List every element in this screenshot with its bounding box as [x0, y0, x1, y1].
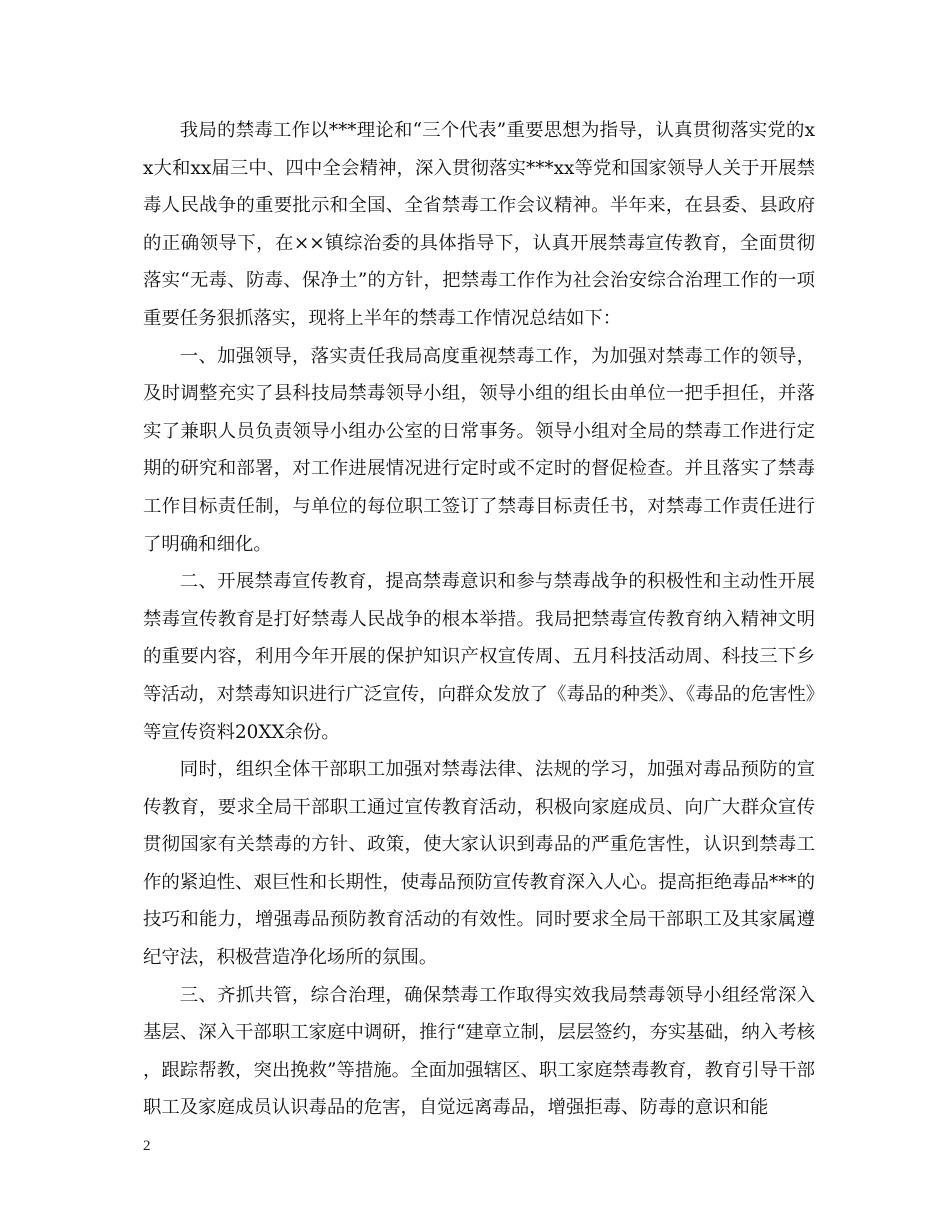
- paragraph-training: 同时，组织全体干部职工加强对禁毒法律、法规的学习，加强对毒品预防的宣传教育，要求全局干部职工通过宣传教育活动，积极向家庭成员、向广大群众宣传贯彻国家有关禁毒的方针、政策，使大家认识到毒品的严重危害性，认识到禁毒工作的紧迫性、艰巨性和长期性，使毒品预防宣传教育深入人心。提高拒绝毒品***的技巧和能力，增强毒品预防教育活动的有效性。同时要求全局干部职工及其家属遵纪守法，积极营造净化场所的氛围。: [143, 759, 815, 969]
- paragraph-governance: 三、齐抓共管，综合治理，确保禁毒工作取得实效我局禁毒领导小组经常深入基层、深入干部职工家庭中调研，推行“建章立制，层层签约，夯实基础，纳入考核，跟踪帮教，突出挽救”等措施。全面加强辖区、职工家庭禁毒教育，教育引导干部职工及家庭成员认识毒品的危害，自觉远离毒品，增强拒毒、防毒的意识和能: [143, 984, 815, 1119]
- paragraph-education: 二、开展禁毒宣传教育，提高禁毒意识和参与禁毒战争的积极性和主动性开展禁毒宣传教育是打好禁毒人民战争的根本举措。我局把禁毒宣传教育纳入精神文明的重要内容，利用今年开展的保护知识产权宣传周、五月科技活动周、科技三下乡等活动，对禁毒知识进行广泛宣传，向群众发放了《毒品的种类》、《毒品的危害性》等宣传资料20XX余份。: [143, 571, 815, 743]
- paragraph-leadership: 一、加强领导，落实责任我局高度重视禁毒工作，为加强对禁毒工作的领导，及时调整充实了县科技局禁毒领导小组，领导小组的组长由单位一把手担任，并落实了兼职人员负责领导小组办公室的日常事务。领导小组对全局的禁毒工作进行定期的研究和部署，对工作进展情况进行定时或不定时的督促检查。并且落实了禁毒工作目标责任制，与单位的每位职工签订了禁毒目标责任书，对禁毒工作责任进行了明确和细化。: [143, 345, 815, 555]
- document-body: [143, 112, 815, 1127]
- paragraph-intro: 我局的禁毒工作以***理论和“三个代表”重要思想为指导，认真贯彻落实党的xx大和xx届三中、四中全会精神，深入贯彻落实***xx等党和国家领导人关于开展禁毒人民战争的重要批示和全国、全省禁毒工作会议精神。半年来，在县委、县政府的正确领导下，在××镇综治委的具体指导下，认真开展禁毒宣传教育，全面贯彻落实“无毒、防毒、保净土”的方针，把禁毒工作作为社会治安综合治理工作的一项重要任务狠抓落实，现将上半年的禁毒工作情况总结如下：: [143, 120, 815, 329]
- page-number: 2: [143, 1138, 151, 1154]
